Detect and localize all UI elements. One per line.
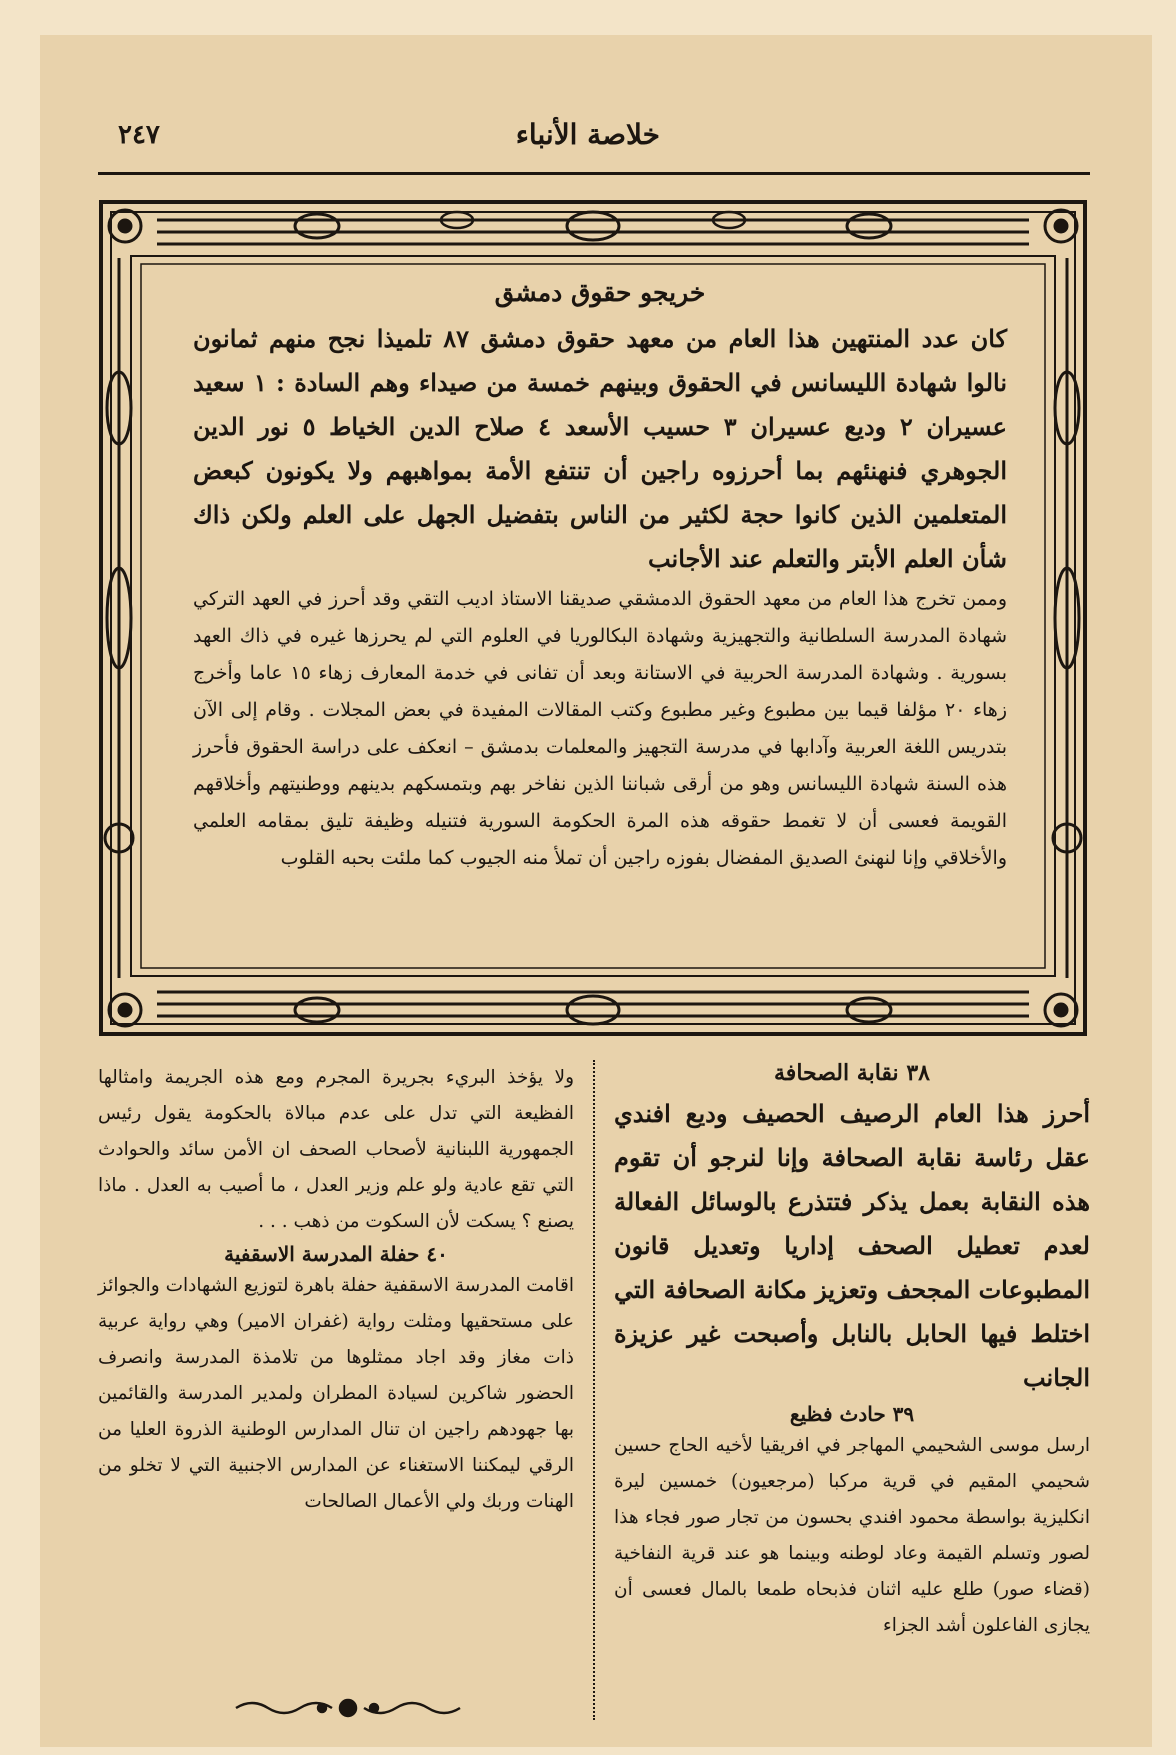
section-38-title: ٣٨ نقابة الصحافة xyxy=(774,1060,930,1086)
page-title: خلاصة الأنباء xyxy=(515,118,660,151)
box-lead-paragraph: كان عدد المنتهين هذا العام من معهد حقوق دمشق ٨٧ تلميذا نجح منهم ثمانون نالوا شهادة الليسانس في الحقوق وبينهم خمسة من صيداء وهم السادة : ١ سعيد عسيران ٢ وديع عسيران ٣ حسيب الأسعد ٤ صلاح الدين الخياط ٥ نور الدين الجوهري فنهنئهم بما أحرزوه راجين أن تنتفع الأمة بمواهبهم ولا يكونون كبعض المتعلمين الذين كانوا حجة لكثير من الناس بتفضيل الجهل على العلم ولكن ذاك شأن العلم الأبتر والتعلم عند الأجانب xyxy=(193,324,1008,573)
box-title: خريجو حقوق دمشق xyxy=(494,278,706,307)
frame-article xyxy=(193,278,1007,877)
section-40-text: اقامت المدرسة الاسقفية حفلة باهرة لتوزيع الشهادات والجوائز على مستحقيها ومثلت رواية (غفران الامير) وهي رواية عربية ذات مغاز وقد اجاد ممثلوها من تلامذة المدرسة وانصرف الحضور شاكرين لسيادة المطران ولمدير المدرسة والقائمين بها جهودهم راجين ان تنال المدارس الوطنية الذروة العليا من الرقي ليمكننا الاستغناء عن المدارس الاجنبية التي لا تخلو من الهنات وربك ولي الأعمال الصالحات xyxy=(98,1275,574,1512)
two-column-section xyxy=(98,1060,1090,1720)
right-column xyxy=(614,1060,1090,1644)
column-divider xyxy=(593,1060,595,1720)
page-header xyxy=(98,118,1090,178)
section-39-text: ارسل موسى الشحيمي المهاجر في افريقيا لأخيه الحاج حسين شحيمي المقيم في قرية مركبا (مرجعيون) خمسين ليرة انكليزية بواسطة محمود افندي بحسون من تجار صور فجاء هذا لصور وتسلم القيمة وعاد لوطنه وبينما هو عند قرية النفاخية (قضاء صور) طلع عليه اثنان فذبحاه طمعا بالمال فعسى أن يجازى الفاعلون أشد الجزاء xyxy=(614,1435,1090,1636)
page-number: ٢٤٧ xyxy=(118,120,160,150)
section-38-text: أحرز هذا العام الرصيف الحصيف وديع افندي عقل رئاسة نقابة الصحافة وإنا لنرجو أن تقوم هذه النقابة بعمل يذكر فتتذرع بالوسائل الفعالة لعدم تعطيل الصحف إداريا وتعديل قانون المطبوعات المجحف وتعزيز مكانة الصحافة التي اختلط فيها الحابل بالنابل وأصبحت غير عزيزة الجانب xyxy=(613,1099,1090,1392)
section-39-title: ٣٩ حادث فظيع xyxy=(789,1402,915,1426)
ornamental-frame xyxy=(97,198,1089,1038)
left-intro-text: ولا يؤخذ البريء بجريرة المجرم ومع هذه الجريمة وامثالها الفظيعة التي تدل على عدم مبالاة بالحكومة يقول رئيس الجمهورية اللبنانية لأصحاب الصحف ان الأمن سائد والحوادث التي تقع عادية ولو علم وزير العدل ، ما أصيب به العدل . ماذا يصنع ؟ يسكت لأن السكوت من ذهب . . . xyxy=(98,1067,574,1232)
end-ornament xyxy=(232,1696,464,1720)
section-40-title: ٤٠ حفلة المدرسة الاسقفية xyxy=(224,1242,448,1266)
left-column xyxy=(98,1060,574,1520)
box-body-paragraph: وممن تخرج هذا العام من معهد الحقوق الدمشقي صديقنا الاستاذ اديب التقي وقد أحرز في العهد التركي شهادة المدرسة السلطانية والتجهيزية وشهادة البكالوريا في العلوم التي لم يحرزها غيره في ذاك العهد بسورية . وشهادة المدرسة الحربية في الاستانة وبعد أن تفانى في خدمة المعارف زهاء ١٥ عاما وأخرج زهاء ٢٠ مؤلفا قيما بين مطبوع وغير مطبوع وكتب المقالات المفيدة في بعض المجلات . وقام إلى الآن بتدريس اللغة العربية وآدابها في مدرسة التجهيز والمعلمات بدمشق – انعكف على دراسة الحقوق فأحرز هذه السنة شهادة الليسانس وهو من أرقى شباننا الذين نفاخر بهم وبتمسكهم بدينهم ووطنيتهم وأخلاقهم القويمة فعسى أن لا تغمط حقوقه هذه المرة الحكومة السورية فتنيله وظيفة تليق بمقامه العلمي والأخلاقي وإنا لنهنئ الصديق المفضال بفوزه راجين أن تملأ منه الجيوب كما ملئت بحبه القلوب xyxy=(193,588,1007,869)
header-rule xyxy=(98,172,1090,175)
